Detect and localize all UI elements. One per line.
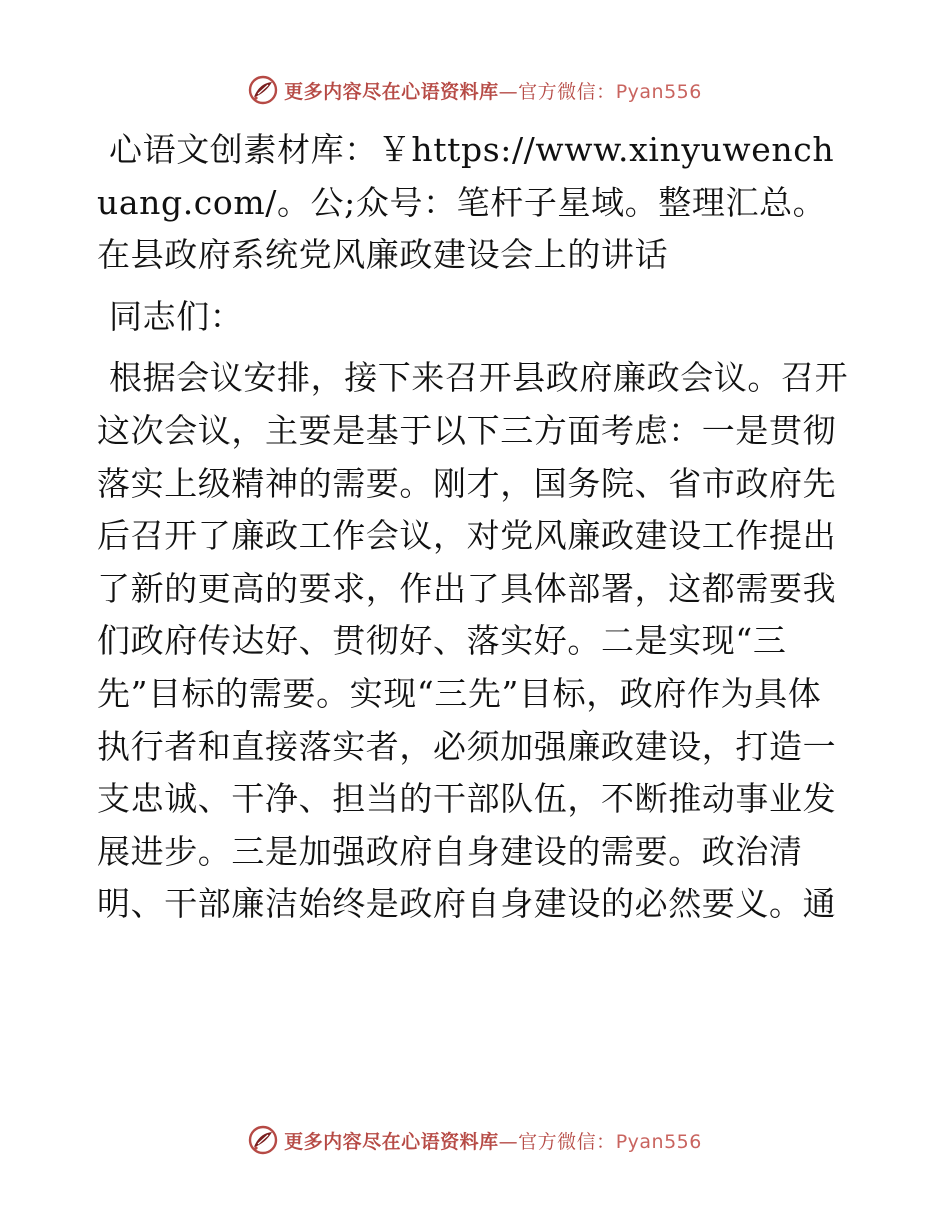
pen-nib-logo-icon: [248, 1125, 278, 1155]
top-watermark-banner: [0, 70, 950, 110]
document-header-text: 心语文创素材库：￥https://www.xinyuwenchuang.com/。公;众号：笔杆子星域。整理汇总。在县政府系统党风廉政建设会上的讲话: [97, 130, 835, 275]
banner-wechat-id: Pyan556: [615, 1130, 702, 1153]
body-text: 根据会议安排，接下来召开县政府廉政会议。召开这次会议，主要是基于以下三方面考虑：一是贯彻落实上级精神的需要。刚才，国务院、省市政府先后召开了廉政工作会议，对党风廉政建设工作提出了新的更高的要求，作出了具体部署，这都需要我们政府传达好、贯彻好、落实好。二是实现“三先”目标的需要。实现“三先”目标，政府作为具体执行者和直接落实者，必须加强廉政建设，打造一支忠诚、干净、担当的干部队伍，不断推动事业发展进步。三是加强政府自身建设的需要。政治清明、干部廉洁始终是政府自身建设的必然要义。通: [97, 358, 849, 924]
banner-dash: —: [498, 80, 519, 103]
document-header-paragraph: [97, 124, 852, 282]
banner-dash: —: [498, 1130, 519, 1153]
banner-text: [284, 1127, 702, 1154]
banner-wechat-id: Pyan556: [615, 80, 702, 103]
bottom-watermark-banner: [0, 1120, 950, 1160]
banner-main-text: 更多内容尽在心语资料库: [284, 80, 499, 103]
banner-wechat-label: 官方微信：: [518, 1130, 616, 1153]
body-paragraph: [97, 352, 852, 931]
banner-text: [284, 77, 702, 104]
greeting-text: 同志们：: [109, 296, 244, 336]
banner-wechat-label: 官方微信：: [518, 80, 616, 103]
document-body: [97, 124, 852, 931]
greeting-paragraph: [97, 291, 852, 344]
banner-main-text: 更多内容尽在心语资料库: [284, 1130, 499, 1153]
pen-nib-logo-icon: [248, 75, 278, 105]
